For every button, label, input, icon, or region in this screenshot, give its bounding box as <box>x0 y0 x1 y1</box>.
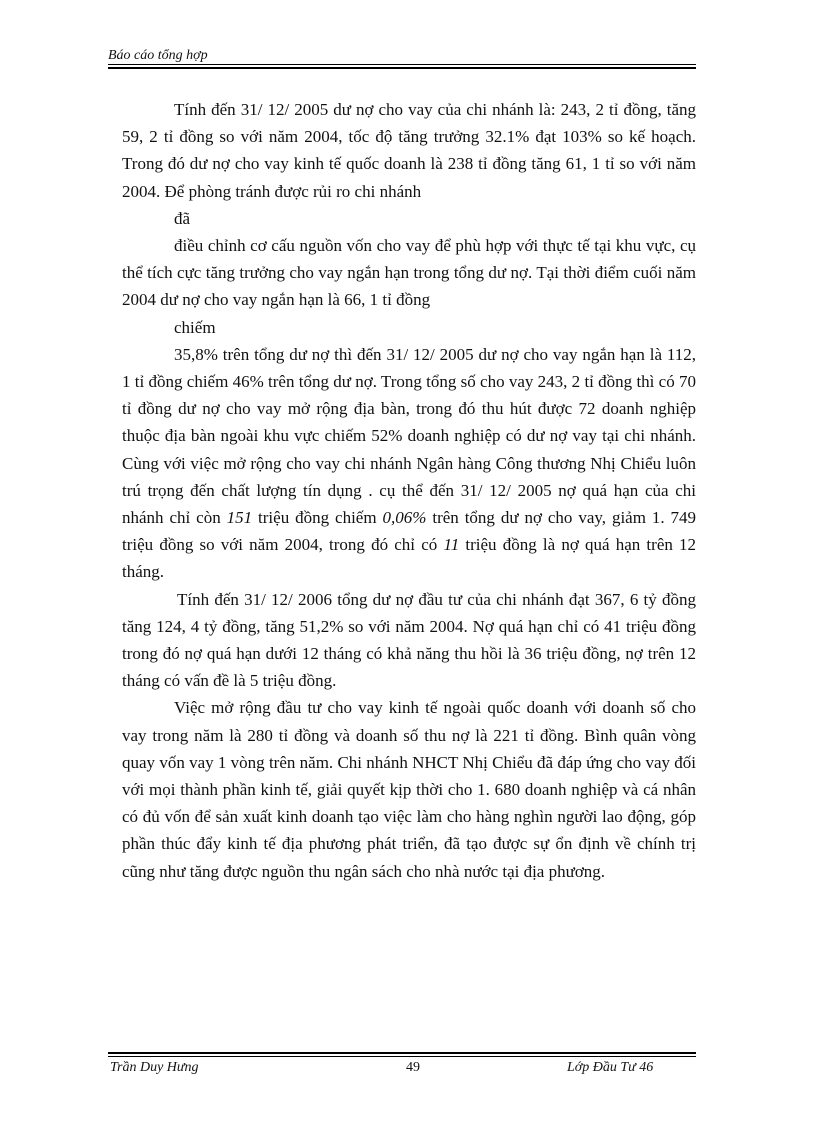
paragraph-4: Tính đến 31/ 12/ 2006 tổng dư nợ đầu tư của chi nhánh đạt 367, 6 tỷ đồng tăng 124, 4 tỷ đồng, tăng 51,2% so với năm 2004. Nợ quá hạn chỉ có 41 triệu đồng trong đó nợ quá hạn dưới 12 tháng có khả năng thu hồi là 36 triệu đồng, nợ trên 12 tháng có vấn đề là 5 triệu đồng. <box>122 589 696 691</box>
page-header-title: Báo cáo tổng hợp <box>108 48 208 63</box>
paragraph-3-text-d: triệu đồng là nợ quá hạn trên 12 tháng. <box>122 535 697 582</box>
paragraph-2-tail: chiếm <box>174 317 216 337</box>
paragraph-3-num-11: 11 <box>443 535 460 555</box>
paragraph-3-num-151: 151 <box>226 508 253 528</box>
paragraph-2-text: điều chỉnh cơ cấu nguồn vốn cho vay để phù hợp với thực tế tại khu vực, cụ thể tích cực tăng trưởng cho vay ngắn hạn trong tổng dư nợ. Tại thời điểm cuối năm 2004 dư nợ cho vay ngắn hạn là 66, 1 tỉ đồng <box>122 236 696 310</box>
paragraph-1 <box>122 96 696 232</box>
paragraph-3-text-c: trên tổng dư nợ cho vay, giảm 1. 749 triệu đồng so với năm 2004, trong đó chỉ có <box>122 508 697 555</box>
paragraph-1-text: Tính đến 31/ 12/ 2005 dư nợ cho vay của chi nhánh là: 243, 2 tỉ đồng, tăng 59, 2 tỉ đồng so với năm 2004, tốc độ tăng trưởng 32.1% đạt 103% so kế hoạch. Trong đó dư nợ cho vay kinh tế quốc doanh là 238 tỉ đồng tăng 61, 1 tỉ so với năm 2004. Để phòng tránh được rủi ro chi nhánh <box>122 100 696 201</box>
paragraph-3-text-a: 35,8% trên tổng dư nợ thì đến 31/ 12/ 2005 dư nợ cho vay ngắn hạn là 112, 1 tỉ đồng chiếm 46% trên tổng dư nợ. Trong tổng số cho vay 243, 2 tỉ đồng thì có 70 tỉ đồng dư nợ cho vay mở rộng địa bàn, trong đó thu hút được 72 doanh nghiệp thuộc địa bàn ngoài khu vực chiếm 52% doanh nghiệp có dư nợ vay tại chi nhánh. Cùng với việc mở rộng cho vay chi nhánh Ngân hàng Công thương Nhị Chiểu luôn trú trọng đến chất lượng tín dụng . cụ thể đến 31/ 12/ 2005 nợ quá hạn của chi nhánh chỉ còn <box>122 344 696 528</box>
document-body <box>122 96 696 885</box>
paragraph-3-text-b: triệu đồng chiếm <box>258 508 377 528</box>
footer-class-name: Lớp Đầu Tư 46 <box>567 1060 654 1075</box>
paragraph-3 <box>122 341 696 586</box>
footer-rule <box>108 1052 696 1057</box>
footer-page-number: 49 <box>406 1060 420 1075</box>
paragraph-5: Việc mở rộng đầu tư cho vay kinh tế ngoài quốc doanh với doanh số cho vay trong năm là 280 tỉ đồng và doanh số thu nợ là 221 tỉ đồng. Bình quân vòng quay vốn vay 1 vòng trên năm. Chi nhánh NHCT Nhị Chiểu đã đáp ứng cho vay đối với mọi thành phần kinh tế, giải quyết kịp thời cho 1. 680 doanh nghiệp và cá nhân có đủ vốn để sản xuất kinh doanh tạo việc làm cho hàng nghìn người lao động, góp phần thúc đẩy kinh tế địa phương phát triển, đã tạo được sự ổn định về chính trị cũng như tăng được nguồn thu ngân sách cho nhà nước tại địa phương. <box>122 698 696 881</box>
paragraph-1-tail: đã <box>174 208 191 228</box>
paragraph-2 <box>122 232 696 341</box>
footer-author: Trần Duy Hưng <box>110 1060 199 1075</box>
paragraph-3-percent: 0,06% <box>382 508 427 528</box>
header-rule <box>108 64 696 69</box>
